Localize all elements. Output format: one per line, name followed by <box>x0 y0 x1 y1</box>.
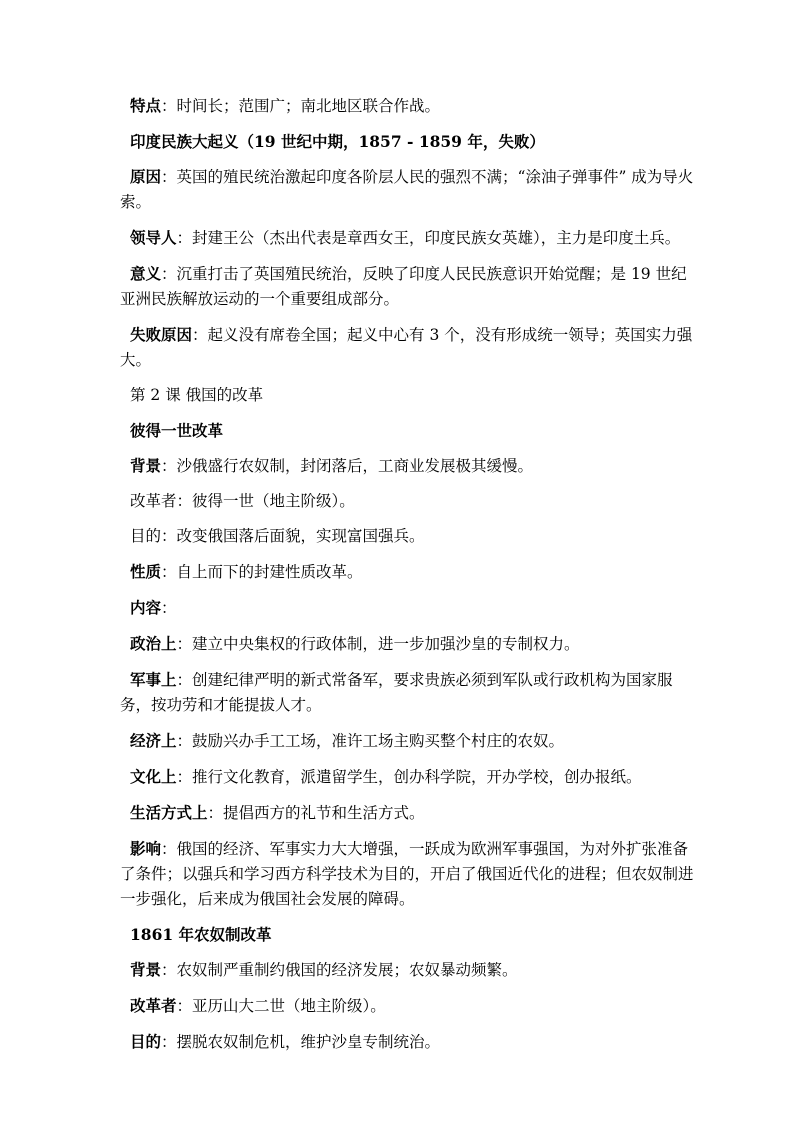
paragraph-label: 目的 <box>130 1032 162 1051</box>
paragraph-text: ：创建纪律严明的新式常备军，要求贵族必须到军队或行政机构为国家服务，按功劳和才能提拔人才。 <box>120 671 673 714</box>
paragraph-label: 影响 <box>130 839 162 858</box>
paragraph-label: 背景 <box>130 456 162 475</box>
paragraph-lifestyle <box>120 800 698 826</box>
paragraph-text: ： <box>161 599 177 617</box>
paragraph-features <box>120 93 698 119</box>
paragraph-text: ：时间长；范围广；南北地区联合作战。 <box>161 97 441 115</box>
paragraph-politics <box>120 631 698 657</box>
paragraph-label: 政治上 <box>130 634 177 653</box>
paragraph-label: 背景 <box>130 960 162 979</box>
paragraph-content <box>120 595 698 621</box>
paragraph-text: ：鼓励兴办手工工场，准许工场主购买整个村庄的农奴。 <box>176 732 565 750</box>
paragraph-text: ：农奴制严重制约俄国的经济发展；农奴暴动频繁。 <box>161 961 518 979</box>
paragraph-label: 意义 <box>130 264 162 283</box>
paragraph-military <box>120 667 698 718</box>
paragraph-reformer: 改革者：彼得一世（地主阶级）。 <box>130 492 355 510</box>
paragraph-label: 特点 <box>130 96 162 115</box>
paragraph-label: 内容 <box>130 598 162 617</box>
paragraph-nature <box>120 559 698 585</box>
paragraph-significance <box>120 261 698 312</box>
paragraph-text: ：英国的殖民统治激起印度各阶层人民的强烈不满；“涂油子弹事件” 成为导火索。 <box>120 168 694 211</box>
paragraph-cause <box>120 164 698 215</box>
paragraph-purpose-1861 <box>120 1029 698 1055</box>
paragraph-text: ：起义没有席卷全国；起义中心有 3 个，没有形成统一领导；英国实力强大。 <box>120 326 693 369</box>
paragraph-text: ：推行文化教育，派遣留学生，创办科学院，开办学校，创办报纸。 <box>176 768 642 786</box>
paragraph-background <box>120 453 698 479</box>
paragraph-leader <box>120 225 698 251</box>
section-heading-peter-reform: 彼得一世改革 <box>130 421 224 440</box>
lesson-title: 第 2 课 俄国的改革 <box>130 386 264 404</box>
paragraph-culture <box>120 764 698 790</box>
paragraph-background-1861 <box>120 957 698 983</box>
section-heading-india-uprising: 印度民族大起义（19 世纪中期，1857 - 1859 年，失败） <box>130 132 545 151</box>
paragraph-label: 生活方式上 <box>130 803 208 822</box>
paragraph-label: 改革者 <box>130 996 177 1015</box>
section-heading-1861-reform: 1861 年农奴制改革 <box>130 925 272 944</box>
paragraph-text: ：自上而下的封建性质改革。 <box>161 563 363 581</box>
paragraph-label: 失败原因 <box>130 325 193 344</box>
paragraph-text: ：俄国的经济、军事实力大大增强，一跃成为欧洲军事强国，为对外扩张准备了条件；以强兵和学习西方科学技术为目的，开启了俄国近代化的进程；但农奴制进一步强化，后来成为俄国社会发展的障碍。 <box>120 840 694 908</box>
paragraph-label: 领导人 <box>130 228 177 247</box>
document-body <box>120 93 698 1065</box>
paragraph-failure-reason <box>120 322 698 373</box>
paragraph-text: ：建立中央集权的行政体制，进一步加强沙皇的专制权力。 <box>176 635 580 653</box>
paragraph-label: 经济上 <box>130 731 177 750</box>
paragraph-text: ：沉重打击了英国殖民统治，反映了印度人民民族意识开始觉醒；是 19 世纪亚洲民族解放运动的一个重要组成部分。 <box>120 265 687 308</box>
paragraph-purpose: 目的：改变俄国落后面貌，实现富国强兵。 <box>130 527 425 545</box>
paragraph-reformer-1861 <box>120 993 698 1019</box>
paragraph-text: ：摆脱农奴制危机，维护沙皇专制统治。 <box>161 1033 441 1051</box>
paragraph-text: ：亚历山大二世（地主阶级）。 <box>176 997 386 1015</box>
paragraph-label: 军事上 <box>130 670 177 689</box>
paragraph-text: ：封建王公（杰出代表是章西女王，印度民族女英雄），主力是印度土兵。 <box>176 229 681 247</box>
paragraph-text: ：提倡西方的礼节和生活方式。 <box>207 804 425 822</box>
paragraph-economy <box>120 728 698 754</box>
paragraph-impact <box>120 836 698 912</box>
paragraph-label: 文化上 <box>130 767 177 786</box>
paragraph-text: ：沙俄盛行农奴制，封闭落后，工商业发展极其缓慢。 <box>161 457 534 475</box>
paragraph-label: 性质 <box>130 562 162 581</box>
paragraph-label: 原因 <box>130 167 162 186</box>
